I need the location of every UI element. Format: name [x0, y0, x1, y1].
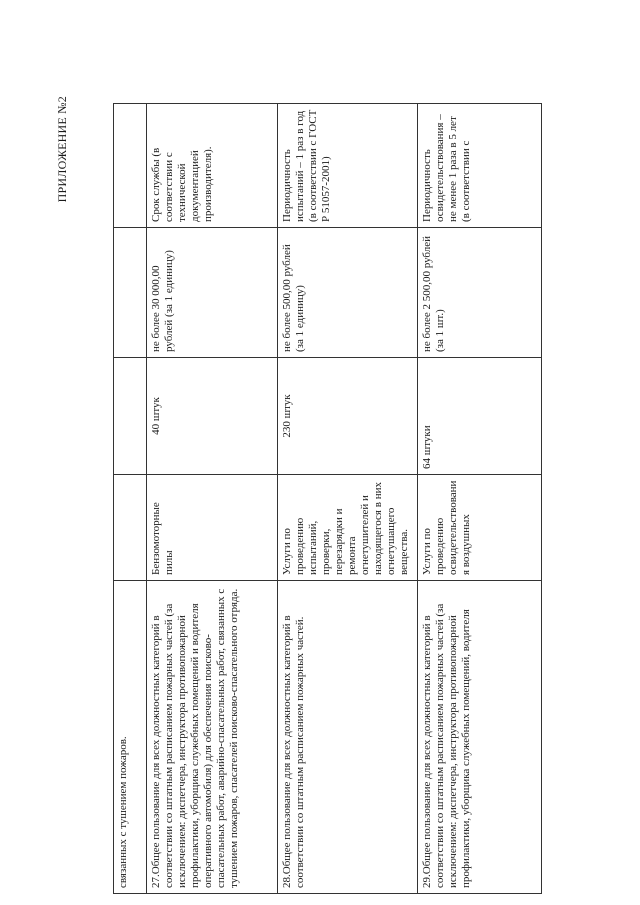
price-cell: не более 30 000,00 рублей (за 1 единицу) — [147, 228, 278, 358]
table-row — [147, 104, 278, 894]
table-row — [418, 104, 542, 894]
price-cell: не более 2 500,00 рублей (за 1 шт.) — [418, 228, 542, 358]
term-cell: Периодичность освидетельствования – не менее 1 раза в 5 лет (в соответствии с — [418, 104, 542, 228]
term-cell: Периодичность испытаний – 1 раз в год (в соответствии с ГОСТ Р 51057-2001) — [278, 104, 418, 228]
table-row-continuation — [114, 104, 147, 894]
description-cell: 28.Общее пользование для всех должностных категорий в соответствии со штатным расписанием пожарных частей. — [278, 581, 418, 894]
rotated-content — [55, 96, 608, 894]
quantity-cell: 230 штук — [278, 358, 418, 475]
continuation-cell: связанных с тушением пожаров. — [114, 581, 147, 894]
quantity-cell: 64 штуки — [418, 358, 542, 475]
table-row — [278, 104, 418, 894]
item-cell: Услуги по проведению испытаний, проверки, перезарядки и ремонта огнетушителей и находящегося в них огнетушащего вещества. — [278, 475, 418, 581]
item-cell: Услуги по проведению освидетельствовани я воздушных — [418, 475, 542, 581]
description-cell: 27.Общее пользование для всех должностных категорий в соответствии со штатным расписанием пожарных частей (за исключением: диспетчера, инструктора противопожарной профилактики, уборщика служебных помещений и водителя оперативного автомобиля) для обеспечения поисково-спасательных работ, аварийно-спасательных работ, связанных с тушением пожаров, спасателей поисково-спасательного отряда. — [147, 581, 278, 894]
quantity-cell: 40 штук — [147, 358, 278, 475]
appendix-label: ПРИЛОЖЕНИЕ №2 — [55, 96, 69, 203]
description-cell: 29.Общее пользование для всех должностных категорий в соответствии со штатным расписанием пожарных частей (за исключением: диспетчера, инструктора противопожарной профилактики, уборщика служебных помещений, водителя — [418, 581, 542, 894]
empty-cell — [114, 358, 147, 475]
price-cell: не более 500,00 рублей (за 1 единицу) — [278, 228, 418, 358]
term-cell: Срок службы (в соответствии с технической документацией производителя). — [147, 104, 278, 228]
appendix-table — [113, 103, 542, 894]
empty-cell — [114, 228, 147, 358]
item-cell: Бензомоторные пилы — [147, 475, 278, 581]
empty-cell — [114, 104, 147, 228]
empty-cell — [114, 475, 147, 581]
